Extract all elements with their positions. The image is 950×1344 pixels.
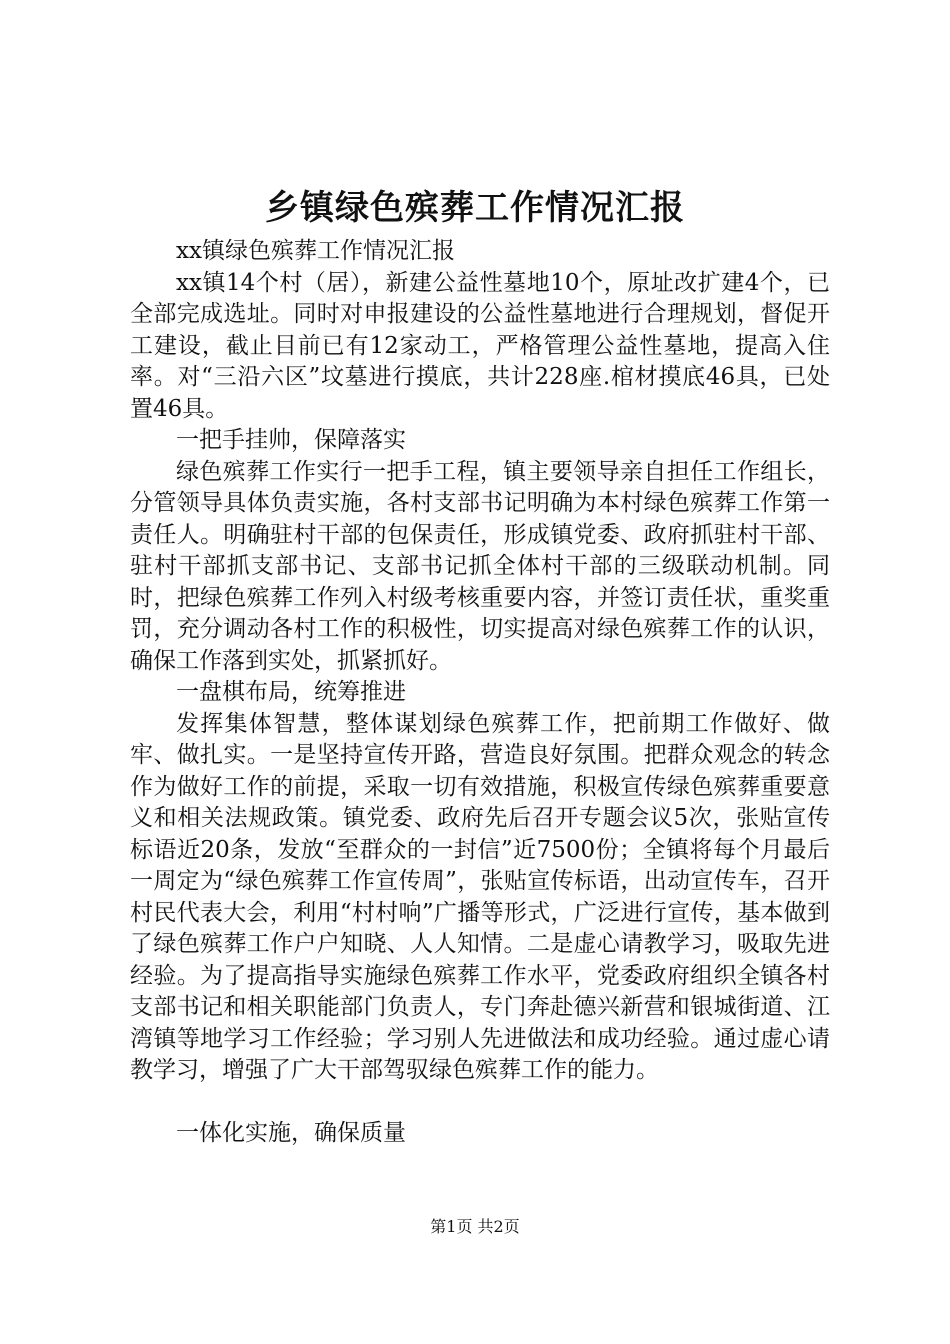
section-heading: 一把手挂帅，保障落实 [176,427,406,453]
body-paragraph: 绿色殡葬工作实行一把手工程，镇主要领导亲自担任工作组长，分管领导具体负责实施，各村支部书记明确为本村绿色殡葬工作第一责任人。明确驻村干部的包保责任，形成镇党委、政府抓驻村干部、驻村干部抓支部书记、支部书记抓全体村干部的三级联动机制。同时，把绿色殡葬工作列入村级考核重要内容，并签订责任状，重奖重罚，充分调动各村工作的积极性，切实提高对绿色殡葬工作的认识，确保工作落到实处，抓紧抓好。 [130,458,830,674]
page-number-footer: 第1页 共2页 [430,1217,520,1236]
document-title: 乡镇绿色殡葬工作情况汇报 [265,188,685,228]
subtitle-paragraph: xx镇绿色殡葬工作情况汇报 [176,238,455,264]
section-heading: 一盘棋布局，统筹推进 [176,679,406,705]
paragraph-gap [130,1087,830,1119]
section-heading: 一体化实施，确保质量 [176,1120,406,1146]
body-paragraph: 发挥集体智慧，整体谋划绿色殡葬工作，把前期工作做好、做牢、做扎实。一是坚持宣传开路，营造良好氛围。把群众观念的转念作为做好工作的前提，采取一切有效措施，积极宣传绿色殡葬重要意义和相关法规政策。镇党委、政府先后召开专题会议5次，张贴宣传标语近20条，发放“至群众的一封信”近7500份；全镇将每个月最后一周定为“绿色殡葬工作宣传周”，张贴宣传标语，出动宣传车，召开村民代表大会，利用“村村响”广播等形式，广泛进行宣传，基本做到了绿色殡葬工作户户知晓、人人知情。二是虚心请教学习，吸取先进经验。为了提高指导实施绿色殡葬工作水平，党委政府组织全镇各村支部书记和相关职能部门负责人，专门奔赴德兴新营和银城街道、江湾镇等地学习工作经验；学习别人先进做法和成功经验。通过虚心请教学习，增强了广大干部驾驭绿色殡葬工作的能力。 [130,710,830,1083]
document-body [130,236,830,1150]
body-paragraph: xx镇14个村（居），新建公益性墓地10个，原址改扩建4个，已全部完成选址。同时对申报建设的公益性墓地进行合理规划，督促开工建设，截止目前已有12家动工，严格管理公益性墓地，提高入住率。对“三沿六区”坟墓进行摸底，共计228座.棺材摸底46具，已处置46具。 [130,269,830,422]
